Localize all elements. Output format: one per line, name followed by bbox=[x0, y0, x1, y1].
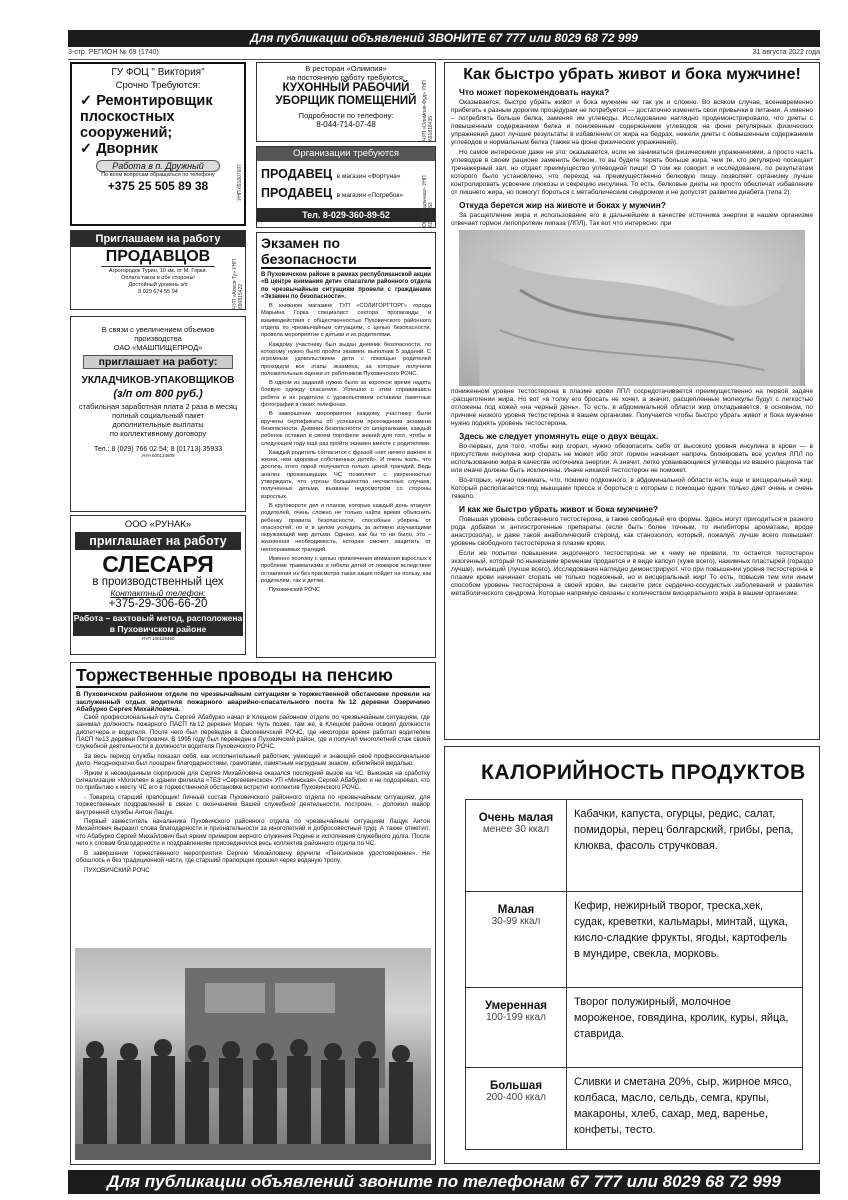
issue-date: 31 августа 2022 года bbox=[752, 49, 820, 56]
article-paragraph: В книжном магазине ТУП «СОЛИГОРГТОРГ» города Марьина Горка специалист сектора пропаганды и взаимодействия с общественностью Пуховичского районного отдела по чрезвычайным ситуациям, с целью безопасности, провела мероприятие с детьми и их родителями. bbox=[261, 303, 431, 339]
ad-line1: В связи с увеличением объемов bbox=[101, 325, 215, 334]
article-paragraph: За весь период службы показал себя, как исполнительный работник, умеющий и знающий своё профессиональное дело. Неоднократно был поощрен благодарностями, грамотами, памятным нагрудным знаком, юбилейной медалью. bbox=[76, 752, 430, 768]
article-farewell bbox=[70, 662, 436, 1165]
top-banner: Для публикации объявлений ЗВОНИТЕ 67 777 или 8029 68 72 999 bbox=[68, 30, 820, 47]
ad-organizations bbox=[256, 146, 436, 228]
row-label: Умеренная 100-199 ккал bbox=[466, 988, 567, 1068]
ad-band: приглашает на работу bbox=[75, 532, 241, 550]
row-label: Малая 30-99 ккал bbox=[466, 892, 567, 988]
ad-title2: УБОРЩИК ПОМЕЩЕНИЙ bbox=[275, 95, 417, 107]
ad-phone: +375 25 505 89 38 bbox=[107, 179, 209, 193]
ad-sub: в производственный цех bbox=[92, 576, 224, 588]
ad-benefit-4: по коллективному договору bbox=[109, 429, 207, 438]
ad-side: ЧУП «Олимпия-Фуд» УНП 691818435 bbox=[422, 80, 434, 141]
table-row bbox=[466, 799, 802, 892]
article-subheading: И как же быстро убрать живот и бока мужчине? bbox=[459, 504, 659, 514]
ad-line1: В ресторан «Олимпия» bbox=[305, 64, 387, 73]
ad-title: СЛЕСАРЯ bbox=[102, 551, 214, 577]
ad-phone: 8 029 674 55 94 bbox=[138, 289, 178, 295]
ad-contact: Контактный телефон: bbox=[110, 588, 206, 598]
row-items: Сливки и сметана 20%, сыр, жирное мясо, колбаса, масло, сельдь, семга, крупы, макароны, хлеб, сахар, мед, варенье, конфеты, тесто. bbox=[574, 1076, 792, 1136]
article-subheading: Откуда берется жир на животе и боках у мужчин? bbox=[459, 200, 666, 210]
article-signature: Пуховичский РОЧС bbox=[269, 587, 321, 594]
ad-org: ООО «РУНАК» bbox=[124, 519, 192, 530]
ad-benefit-2: полный социальный пакет bbox=[112, 411, 204, 420]
page-header bbox=[68, 48, 820, 60]
ad-sellers bbox=[70, 230, 246, 310]
ad-unp: УНН 600124809 bbox=[141, 453, 175, 458]
ad-side: ООО «Вальнаш» УНП 601108053 bbox=[422, 175, 434, 227]
article-paragraph: Во-вторых, нужно понимать, что, помимо подкожного, в абдоминальной области есть еще и висцеральный жир. Который располагается под мышцами пресса и бороться с которым с помощью одних только диет очень и очень тяжело. bbox=[451, 477, 813, 500]
table-row bbox=[466, 891, 802, 988]
article-paragraph: В одном из заданий нужно было за короткое время надеть боевую одежду спасателя. Успешно с этим справившись ребята и их родители с удовольствием оставили памятные фотографии в своих телефонах. bbox=[261, 380, 431, 409]
article-paragraph: пониженном уровне тестостерона в плазме крови ЛПЛ сосредотачивается преимущественно на первой задаче -расщеплении жира. Но вот «в толку его бросать не хочет, а значит, расщепленные молекулы будут с легкостью отложены под кожей «на черный день». То есть, в абдоминальной области жир откладывается, в основном, по причине низкого уровня тестостерона в вашем организме. Получается чтобы быстро убрать живот и бока мужчине нужно поднять уровень тестостерона. bbox=[451, 388, 813, 427]
ad-title: ПРОДАВЦОВ bbox=[101, 248, 215, 267]
seller-1: ПРОДАВЕЦ в магазин «Фортуна» bbox=[261, 167, 401, 181]
article-exam bbox=[256, 232, 436, 658]
article-title: Как быстро убрать живот и бока мужчине! bbox=[463, 66, 801, 83]
article-paragraph: Но самое интересное даже не это: оказывается, если не заниматься физическими упражнениями, а просто часть углеводов в своем рационе заменить белком, то вы будете терять больше жира, чем те, кто регулярно посещает тренажерный зал, но отдает преимущество углеводной пище! О том же говорит и исследование, по результатам которого было установлено, что переход на преимущественно белковую пищу позволяет организму лучше контролировать усвоение глюкозы и секрецию инсулина. То есть, белковые диеты не просто обеспечат избавление от лишнего жира, но помогут бороться с метаболическим синдромом и не допустят развития диабета (типа 2). bbox=[451, 149, 813, 196]
table-body bbox=[465, 799, 803, 1150]
article-paragraph: Каждому участнику был выдан дневник безопасности, по которому нужно было пройти экзамен, выполнив 5 заданий. С огромным удовольствием дети с помощью родителей проходили все этапы экзамена, за которые получили положительные оценки от работников Пуховичского РОЧС. bbox=[261, 341, 431, 377]
ad-runak bbox=[70, 515, 246, 655]
seller-2: ПРОДАВЕЦ в магазин «Погребок» bbox=[261, 186, 403, 200]
ad-line3: Достойный уровень з/п bbox=[128, 282, 188, 288]
ad-note: По всем вопросам обращаться по телефону bbox=[101, 172, 215, 178]
ad-line1: Агрогородок Турин, 10 км. от М. Горки. bbox=[108, 268, 208, 274]
row-items: Творог полужирный, молочное мороженое, говядина, кролик, куры, яйца, ставрида. bbox=[574, 996, 789, 1040]
article-subheading: Здесь же следует упомянуть еще о двух вещах. bbox=[459, 431, 659, 441]
ad-phone: 8-044-714-07-48 bbox=[316, 120, 376, 129]
ad-phone: Тел. 8-029-360-89-52 bbox=[257, 208, 435, 222]
ad-foot: Работа – вахтовый метод, расположена в Пуховичском районе bbox=[73, 613, 243, 634]
job-1: ✓ Ремонтировщик плоскостных сооружений; bbox=[80, 93, 213, 141]
article-signature: ПУХОВИЧСКИЙ РОЧС bbox=[84, 866, 150, 874]
article-belly bbox=[444, 62, 820, 740]
ad-line2: производства bbox=[134, 334, 182, 343]
row-items: Кабачки, капуста, огурцы, редис, салат, помидоры, перец болгарский, грибы, репа, клюква, фасоль стручковая. bbox=[574, 808, 794, 852]
article-paragraph: За расщепление жира и использование его в дальнейшем в качестве источника энергии в нашем организме отвечает гормон липопротеин липаза (ЛПЛ). Так вот что интересно: при bbox=[451, 212, 813, 227]
ad-org: ГУ ФОЦ " Виктория" bbox=[111, 67, 205, 78]
table-row bbox=[466, 987, 802, 1068]
ad-phone: +375-29-306-66-20 bbox=[108, 598, 208, 610]
calorie-table bbox=[444, 746, 820, 1164]
ad-mashpisheprod bbox=[70, 316, 246, 512]
article-paragraph: Ярким и неожиданным сюрпризом для Сергея Михайловича оказался последний вызов на ЧС. Выезжая на сработку сигнализации «Могилев» в здании филиала «ТБЗ «Сергеевичское» УП «Минская» Сергей Абабурко и не подозревал, что по прибытию к месту ЧС его в торжественной обстановке встретит коллектив Пуховичского РОЧС. bbox=[76, 769, 430, 792]
ad-side: ЧУП «Алеся Ту» УНП 690815422 bbox=[232, 259, 244, 309]
ad-phone: Тел.: 8 (029) 766 02 54; 8 (01713) 35933 bbox=[94, 446, 222, 453]
ad-title1: КУХОННЫЙ РАБОЧИЙ bbox=[282, 82, 410, 94]
article-paragraph: Оказывается, быстро убрать живот и бока мужчине не так уж и сложно. Во всяком случае, всеневременно прибегать к разным дорогим процедурам не потребуется — достаточно изменить свои привычки в питании. А именно – потреблять больше белка, заменяя им углеводы. Исследование наглядно продемонстрировало, что диеты с повышенным содержанием белка и пониженным содержанием углеводов на фоне регулярных физических упражнений дают лучшие результаты в избавлении от жира на бедрах, нежели диеты с повышенным содержанием углеводов и нормальным белка (также на фоне физических упражнений). bbox=[451, 99, 813, 146]
article-paragraph: В завершении торжественного мероприятия Сергею Михайловичу вручили «Пенсионное удостоверение». Не обошлось и без традиционной части, где старший прапорщик прошел через водяную тропу. bbox=[76, 849, 430, 865]
article-paragraph: Во-первых, для того, чтобы жир сгорал, нужно обезопасить себя от высокого уровня инсулина в крови — в присутствии инсулина жир сгорать не может ибо этот гормон начинает напрочь блокировать все усилия ЛПЛ по использованию жира в качестве источника энергии. А значит, легко усваивающиеся углеводы из вашего рациона так или иначе должны быть исключены. Иначе никакой тестостерон не поможет. bbox=[451, 443, 813, 474]
article-paragraph: Повышая уровень собственного тестостерона, а также свободный его формы. Здесь могут пригодиться и разного рода добавки и антиэстрогенные препараты (если быть более точным, то ингибиторы ароматазы, вроде анастрозола), и даже такой анаболический стероид, как станозолол, который, пожалуй, лучше всего повышает уровень свободного тестостерона в плазме крови. bbox=[451, 516, 813, 547]
article-illustration bbox=[459, 230, 805, 386]
article-title: Экзамен по безопасности bbox=[261, 235, 431, 269]
article-paragraph: Первый заместитель начальника Пуховичского районного отдела по чрезвычайным ситуациям Лащук Антон Михайлович выразил слова благодарности и признательности за многолетний и добросовестный труд. А также отметил, что Абабурко Сергей Михайлович был ярким примером верного служения Родине и исполнения служебного долга. После чего к словам благодарности и поздравлениям присоединился весь коллектив районного отдела по ЧС. bbox=[76, 818, 430, 848]
article-lead: В Пуховичском районе в рамках республиканской акции «В центре внимания дети» спасатели районного отдела по чрезвычайным ситуациям провели с гражданами «Экзамен по безопасности». bbox=[261, 272, 431, 300]
article-paragraph: Если же попытки повышения эндогенного тестостерона ни к чему не привели, то остается тестостерон экзогенный, который по нынешним временам продается и в виде капсул (хуже всего), нажимных пластырей (гораздо лучше), инъекций (лучше всего). Исследования наглядно демонстрируют, что при повышении уровня тестостерона в плазме крови начинает сгорать не только подкожный, но и висцеральный жир! То есть, повысив тем или иным способом уровень тестостерона в своей крови, вы снизите риск сердечно-сосудистых заболеваний и развития метаболического синдрома. Которые напрямую связаны с количеством висцерального жира в вашем организме. bbox=[451, 550, 813, 597]
article-paragraph: Свой профессиональный путь Сергей Абабурко начал в Клецком районном отделе по чрезвычайным ситуациям, где занимал должность пожарного ПАСП №12 деревни Морач. Чуть позже, там же, в Клецком районе освоил должности диспетчера и водителя. После чего был переведен в Смолевичский РОЧС, где некоторое время работал водителем ПАСП №13 деревни Петровичи. В 1995 году был переведен в Пуховичский район, где и получил многолетний стаж своей служебной деятельности в должности водителя Пуховичского РОЧС. bbox=[76, 713, 430, 751]
ad-benefit-3: дополнительные выплаты bbox=[112, 420, 204, 429]
ad-benefit-1: стабильная заработная плата 2 раза в месяц bbox=[78, 402, 238, 411]
ad-viktoria bbox=[70, 62, 246, 226]
ad-need: Срочно Требуются: bbox=[115, 80, 201, 91]
article-title: Торжественные проводы на пенсию bbox=[76, 665, 430, 688]
ad-band: приглашает на работу: bbox=[83, 355, 233, 369]
check-icon: ✓ bbox=[80, 141, 93, 157]
ad-line2: на постоянную работу требуются: bbox=[287, 73, 405, 82]
ad-olimpia bbox=[256, 62, 436, 142]
ad-title: УКЛАДЧИКОВ-УПАКОВЩИКОВ bbox=[81, 375, 235, 386]
article-paragraph: Каждый родитель согласится с фразой «нет ничего важнее в жизни, чем здоровье собственных детей». И очень жаль, что достичь этого порой получается только ценой трагедий. Ведь анализ произошедших ЧС позволяет с уверенностью утверждать, что угрозы большинства несчастных случаев, полученных детьми, вызваны недосмотром со стороны взрослых. bbox=[261, 449, 431, 500]
group-photo bbox=[75, 948, 431, 1160]
issue-number: 3-стр. РЕГИОН № 69 (1740) bbox=[68, 49, 159, 56]
firefighters-photo bbox=[75, 948, 431, 1160]
article-paragraph: Именно поэтому с целью привлечения внимания взрослых к проблеме травматизма и гибели детей от пожаров вследствие оставления их без присмотра такая акция пойдет на пользу, как родителям, так и детям. bbox=[261, 555, 431, 584]
ad-band: Организации требуются bbox=[257, 147, 435, 161]
ad-line2: Оплата такси в обе стороны! bbox=[121, 275, 195, 281]
article-subheading: Что может порекомендовать наука? bbox=[459, 87, 610, 97]
job-2: ✓ Дворник bbox=[80, 141, 158, 157]
row-label: Большая 200-400 ккал bbox=[466, 1068, 567, 1150]
ad-band: Приглашаем на работу bbox=[71, 231, 245, 247]
table-title: КАЛОРИЙНОСТЬ ПРОДУКТОВ bbox=[481, 761, 806, 784]
ad-sub: Подробности по телефону: bbox=[298, 111, 394, 120]
ad-pay: (з/п от 800 руб.) bbox=[113, 388, 203, 400]
abdomen-illustration bbox=[459, 230, 805, 386]
article-paragraph: В круговороте дел и планов, которые каждый день атакуют родителей, очень сложно не только найти время объяснить ребенку правила безопасности, способные уберечь от опасностей, но и в целом уследить за активно изучающими окружающий мир детьми. Однако, как бы то ни было, это – жизненная необходимость, которая сможет защитить от непоправимых трагедий. bbox=[261, 502, 431, 553]
article-lead: В Пуховичском районном отделе по чрезвычайным ситуациям в торжественной обстановке провели на заслуженный отдых водителя пожарного аварийно-спасательного поста №12 деревни Озеричино Абабурко Сергея Михайловича. bbox=[76, 691, 430, 714]
row-label: Очень малая менее 30 ккал bbox=[466, 800, 567, 892]
ad-unp: УНП 100129460 bbox=[141, 636, 175, 641]
table-row bbox=[466, 1067, 802, 1150]
row-items: Кефир, нежирный творог, треска,хек, судак, креветки, кальмары, минтай, щука, кисло-сладкие фрукты, ягоды, картофель в мундире, свекла, морковь. bbox=[574, 900, 788, 960]
article-paragraph: - Товарищ старший прапорщик! Личный состав Пуховичского районного отдела по чрезвычайным ситуациям, для торжественных поздравлений в связи с окончанием Вашей служебной деятельности, построен, - доложил майор внутренней службы Антон Лащук. bbox=[76, 793, 430, 816]
bottom-banner: Для публикации объявлений звоните по телефонам 67 777 или 8029 68 72 999 bbox=[68, 1170, 820, 1194]
check-icon: ✓ bbox=[80, 93, 93, 109]
article-paragraph: В завершении мероприятия каждому участнику были вручены сертификаты об успешном прохождении экзамена безопасности. Дневник безопасности со шпаргалками, каждый ребенок оставил в своем портфеле знаний для того, чтобы в следующем году ещё раз пройти экзамен вместе с родителями. bbox=[261, 411, 431, 447]
ad-place: Работа в п. Дружный bbox=[96, 160, 220, 172]
ad-line3: ОАО «МАШПИЩЕПРОД» bbox=[113, 343, 203, 352]
ad-unp: УНП 691807607 bbox=[237, 164, 243, 201]
